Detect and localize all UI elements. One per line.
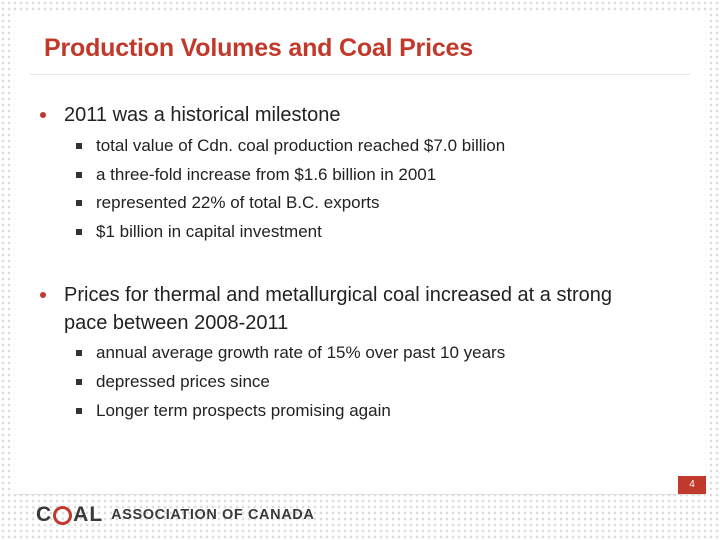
sub-bullet-text: depressed prices since [96,372,270,391]
sub-bullet-square-icon [76,229,82,235]
logo-letters-al: AL [73,503,104,526]
bullet-dot-icon [40,112,46,118]
sub-bullet-text: $1 billion in capital investment [96,222,322,241]
sub-bullet-text: a three-fold increase from $1.6 billion in 2001 [96,165,437,184]
title-divider [30,74,690,75]
logo-association-text: ASSOCIATION OF CANADA [111,507,315,523]
sub-bullet-square-icon [76,200,82,206]
bullet-text-continued: pace between 2008-2011 [64,312,289,334]
bullet-dot-icon [40,292,46,298]
logo-letter-c: C [36,503,53,526]
page-number: 4 [678,476,706,494]
footer-divider [14,494,706,495]
sub-bullet-text: total value of Cdn. coal production reached $7.0 billion [96,136,506,155]
sub-bullet-square-icon [76,408,82,414]
sub-bullet-square-icon [76,143,82,149]
slide-title: Production Volumes and Coal Prices [44,34,473,62]
logo-o-ring-icon [53,506,72,525]
slide-panel [14,14,706,494]
sub-bullet-text: annual average growth rate of 15% over past 10 years [96,343,506,362]
bullet-text: 2011 was a historical milestone [64,104,341,126]
sub-bullet-square-icon [76,172,82,178]
sub-bullet-text: represented 22% of total B.C. exports [96,193,380,212]
sub-bullet-text: Longer term prospects promising again [96,401,391,420]
sub-bullet-square-icon [76,350,82,356]
coal-association-logo [36,503,314,527]
sub-bullet-square-icon [76,379,82,385]
bullet-text: Prices for thermal and metallurgical coal increased at a strong [64,284,613,306]
